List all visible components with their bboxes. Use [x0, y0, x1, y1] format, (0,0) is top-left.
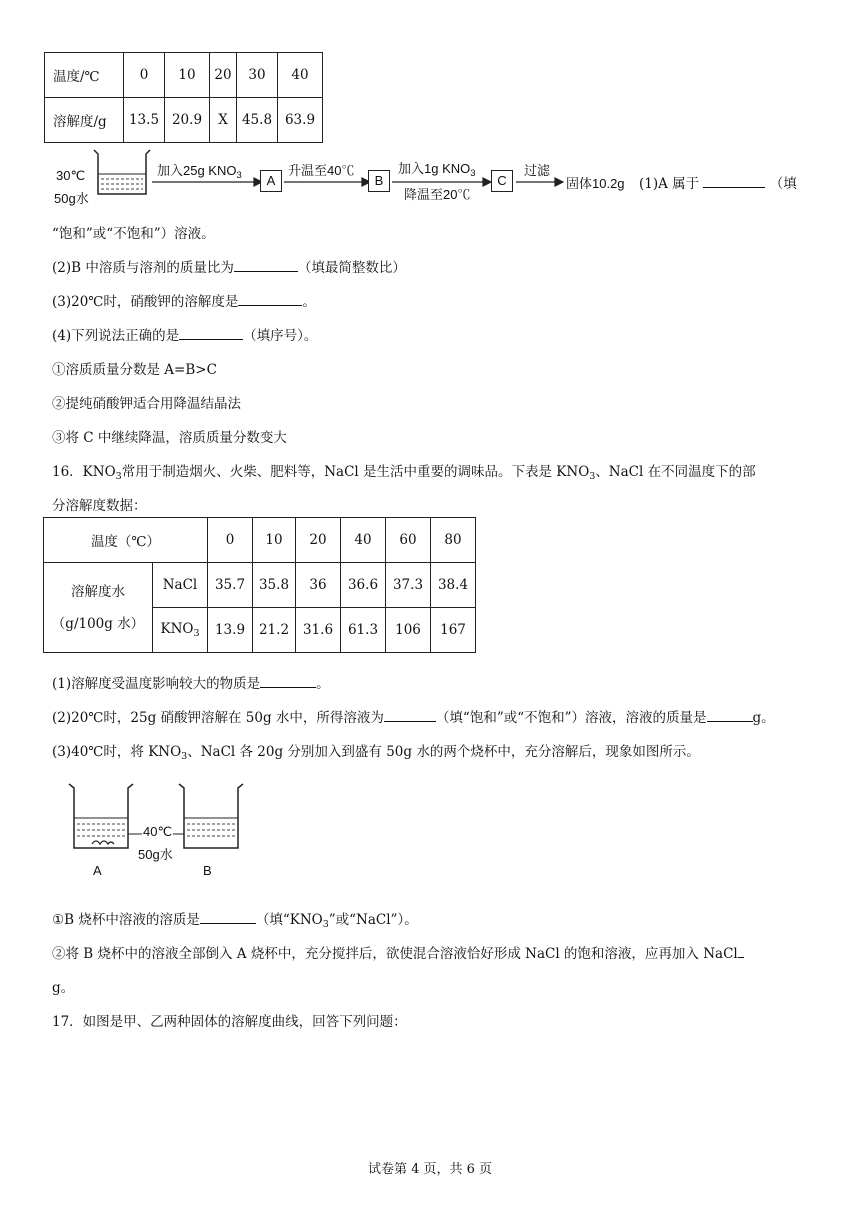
table-cell: 20 [296, 518, 341, 563]
table-cell: 40 [341, 518, 386, 563]
table-cell: 36.6 [341, 563, 386, 608]
q15-part2 [52, 256, 406, 276]
beaker-b-label: B [203, 863, 212, 878]
q15-option-1: ①溶质质量分数是 A=B>C [52, 362, 217, 378]
table-row [44, 563, 476, 608]
answer-blank[interactable] [707, 709, 753, 722]
q16-intro: 16．$KNO_3$常用于制造烟火、火柴、肥料等，NaCl 是生活中重要的调味品。下表是 $KNO_3$、NaCl 在不同温度下的部 [52, 464, 756, 482]
q15-option-2: ②提纯硝酸钾适合用降温结晶法 [52, 396, 241, 412]
q15-part4 [52, 324, 317, 344]
answer-blank[interactable] [384, 709, 436, 722]
q16-intro-cont: 分溶解度数据： [52, 498, 147, 514]
table-cell: 60 [386, 518, 431, 563]
answer-blank[interactable] [738, 945, 744, 958]
table-cell: 31.6 [296, 608, 341, 653]
beaker-water-label: 50g水 [138, 847, 173, 862]
table-cell: 0 [208, 518, 253, 563]
q16-part2: (2)20℃时，25g 硝酸钾溶解在 50g 水中，所得溶液为 （填“饱和”或“不饱和”）溶液，溶液的质量是 g。 [52, 710, 775, 726]
answer-blank[interactable] [200, 911, 256, 924]
q15-part1 [639, 172, 797, 192]
table-cell: 45.8 [237, 98, 278, 143]
table-cell: 61.3 [341, 608, 386, 653]
result-label: 固体10.2g [566, 176, 625, 191]
table-cell: 溶解度/g [45, 98, 124, 143]
table-row-label: 溶解度水 （g/100g 水） [44, 563, 153, 653]
question-text: (4)下列说法正确的是 [52, 328, 180, 344]
question-text: （填序号）。 [243, 328, 318, 344]
table-cell: 10 [253, 518, 296, 563]
q17-intro: 17．如图是甲、乙两种固体的溶解度曲线，回答下列问题： [52, 1014, 407, 1030]
table-row [44, 518, 476, 563]
q16-part3: (3)40℃时，将 $KNO_3$、NaCl 各 20g 分别加入到盛有 50g 水的两个烧杯中，充分溶解后，现象如图所示。 [52, 744, 700, 762]
solubility-table-nacl-kno3 [43, 517, 476, 653]
table-cell: 35.8 [253, 563, 296, 608]
table-cell: 80 [431, 518, 476, 563]
q16-sub1: ①B 烧杯中溶液的溶质是 （填“$KNO_3$”或“NaCl”）。 [52, 912, 418, 930]
table-cell: 10 [165, 53, 210, 98]
table-cell: 38.4 [431, 563, 476, 608]
table-cell: 13.9 [208, 608, 253, 653]
step3-top-label: 加入1g $KNO_3$ [398, 161, 476, 179]
table-cell: 63.9 [278, 98, 323, 143]
q15-part3 [52, 290, 316, 310]
answer-blank[interactable] [234, 259, 298, 272]
answer-blank[interactable] [703, 175, 765, 188]
step1-label: 加入25g $KNO_3$ [157, 163, 242, 181]
q16-part1: (1)溶解度受温度影响较大的物质是 。 [52, 676, 330, 692]
answer-blank[interactable] [260, 675, 316, 688]
table-cell: 20 [210, 53, 237, 98]
page-footer: 试卷第 4 页，共 6 页 [367, 1162, 493, 1177]
table-cell: 37.3 [386, 563, 431, 608]
q16-sub2: ②将 B 烧杯中的溶液全部倒入 A 烧杯中，充分搅拌后，欲使混合溶液恰好形成 NaCl 的饱和溶液，应再加入 NaCl [52, 942, 744, 962]
table-cell: 106 [386, 608, 431, 653]
step2-label: 升温至40℃ [288, 163, 355, 178]
table-header-cell: 温度（℃） [44, 518, 208, 563]
step4-label: 过滤 [524, 163, 551, 178]
table-cell: 36 [296, 563, 341, 608]
beaker-temp-label: 40℃ [143, 824, 173, 839]
step3-bottom-label: 降温至20℃ [404, 187, 471, 202]
start-water-label: 50g水 [54, 191, 89, 206]
question-text: (3)20℃时，硝酸钾的溶解度是 [52, 294, 239, 310]
question-text: 。 [302, 294, 316, 310]
question-text: （填最简整数比） [297, 260, 406, 276]
box-a: A [260, 170, 282, 192]
beaker-a-label: A [93, 863, 102, 878]
table-cell: X [210, 98, 237, 143]
table-cell: 温度/℃ [45, 53, 124, 98]
table-cell: NaCl [153, 563, 208, 608]
table-cell: 30 [237, 53, 278, 98]
table-cell: 35.7 [208, 563, 253, 608]
table-cell: 40 [278, 53, 323, 98]
start-temp-label: 30℃ [56, 168, 86, 183]
table-cell: 20.9 [165, 98, 210, 143]
question-text: (2)B 中溶质与溶剂的质量比为 [52, 260, 234, 276]
answer-blank[interactable] [179, 327, 243, 340]
table-cell: 0 [124, 53, 165, 98]
q16-sub2-cont: g。 [52, 980, 75, 996]
question-text: (1)A 属于 [639, 176, 700, 192]
table-cell: 21.2 [253, 608, 296, 653]
q15-option-3: ③将 C 中继续降温，溶质质量分数变大 [52, 430, 287, 446]
table-cell: $KNO_3$ [153, 608, 208, 653]
question-text: （填 [769, 176, 797, 192]
box-c: C [491, 170, 513, 192]
table-cell: 13.5 [124, 98, 165, 143]
table-cell: 167 [431, 608, 476, 653]
answer-blank[interactable] [238, 293, 302, 306]
q15-part1-cont: “饱和”或“不饱和”）溶液。 [52, 226, 215, 242]
box-b: B [368, 170, 390, 192]
